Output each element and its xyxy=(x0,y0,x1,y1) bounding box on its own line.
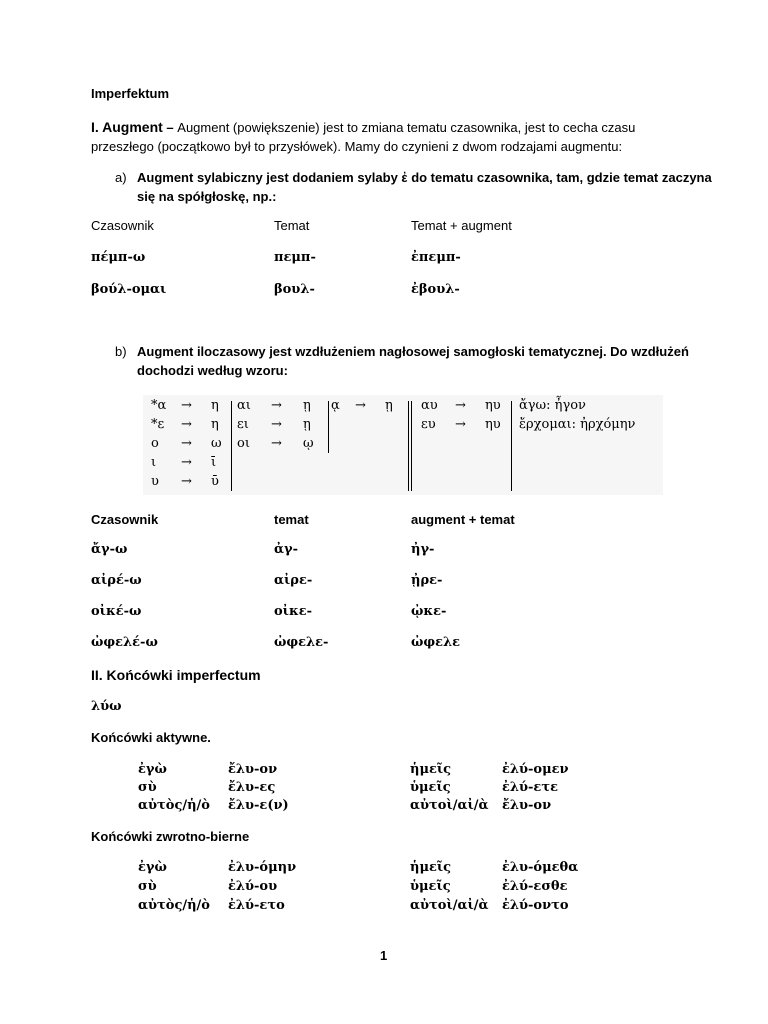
pattern-arrow: → xyxy=(181,398,192,413)
pattern-from: ι xyxy=(151,455,157,470)
item-a-line-2: się na spółgłoskę, np.: xyxy=(137,189,277,204)
table-row-cell: βουλ- xyxy=(274,282,315,297)
table-header-row-cell: Czasownik xyxy=(91,218,154,233)
pattern-to: η xyxy=(211,398,219,413)
paradigm-row-cell: ἔλυ-ες xyxy=(228,780,276,795)
list-marker-b: b) xyxy=(115,344,127,359)
item-b-line-2: dochodzi według wzoru: xyxy=(137,363,288,378)
list-item-b xyxy=(115,342,715,382)
table-row-cell: ᾠκε- xyxy=(411,604,447,619)
paradigm-row-cell: σὺ xyxy=(138,780,157,795)
section-1-dash: – xyxy=(162,120,178,135)
pattern-from: αυ xyxy=(421,398,438,413)
section-2-heading: II. Końcówki imperfectum xyxy=(91,667,261,683)
paradigm-row-cell: ἔλυ-ον xyxy=(228,762,278,777)
pattern-arrow: → xyxy=(271,417,282,432)
table-row xyxy=(0,250,768,268)
paradigm-row-cell: αὐτὸς/ἡ/ὸ xyxy=(138,798,210,813)
item-a-line-1: Augment sylabiczny jest dodaniem sylaby ἐ do tematu czasownika, tam, gdzie temat zaczyna xyxy=(137,170,712,185)
table-header-row xyxy=(0,512,768,530)
table-row-cell: αἰρε- xyxy=(274,573,313,588)
paradigm-row-cell: σὺ xyxy=(138,879,157,894)
pattern-from: *ε xyxy=(151,417,165,432)
pattern-example: ἄγω: ἦγον xyxy=(519,398,586,413)
pattern-arrow: → xyxy=(181,436,192,451)
pattern-to: ῃ xyxy=(303,417,311,432)
paradigm-row-cell: ἐγὼ xyxy=(138,762,167,777)
paradigm-row-cell: αὐτοὶ/αἰ/ὰ xyxy=(410,898,489,913)
table-row-cell: βούλ-ομαι xyxy=(91,282,167,297)
middle-passive-endings-title: Końcówki zwrotno-bierne xyxy=(91,829,250,844)
pattern-to: ῃ xyxy=(303,398,311,413)
paradigm-row-cell: ἔλυ-ε(ν) xyxy=(228,798,289,813)
lengthening-pattern-figure xyxy=(143,395,663,495)
paradigm-row-cell: ἐλύ-ετο xyxy=(228,898,285,913)
table-row-cell: ὠφελέ-ω xyxy=(91,635,158,650)
pattern-from: ο xyxy=(151,436,159,451)
paradigm-row xyxy=(0,879,768,897)
table-header-row-cell: temat xyxy=(274,512,309,527)
pattern-to: ῑ xyxy=(211,455,217,470)
page-number: 1 xyxy=(380,948,388,963)
pattern-arrow: → xyxy=(455,398,466,413)
table-row-cell: ὠφελε xyxy=(411,635,461,650)
paradigm-row-cell: αὐτοὶ/αἰ/ὰ xyxy=(410,798,489,813)
section-1-paragraph xyxy=(91,118,681,156)
list-marker-a: a) xyxy=(115,170,127,185)
paradigm-row-cell: ἐλύ-ετε xyxy=(502,780,558,795)
pattern-from: ᾳ xyxy=(331,398,340,413)
table-header-row-cell: Temat xyxy=(274,218,310,233)
table-row-cell: ἠγ- xyxy=(411,542,435,557)
table-row-cell: οἰκε- xyxy=(274,604,313,619)
paradigm-row-cell: ἐλύ-ου xyxy=(228,879,278,894)
paradigm-row-cell: ἐγὼ xyxy=(138,860,167,875)
pattern-arrow: → xyxy=(181,417,192,432)
paradigm-row xyxy=(0,780,768,798)
pattern-arrow: → xyxy=(355,398,366,413)
paradigm-row-cell: ἡμεῖς xyxy=(410,762,452,777)
list-item-a xyxy=(115,168,715,208)
pattern-to: ηυ xyxy=(485,398,501,413)
paradigm-row-cell: ἔλυ-ον xyxy=(502,798,552,813)
pattern-divider xyxy=(511,401,512,491)
paradigm-row-cell: ὑμεῖς xyxy=(410,780,451,795)
section-1-heading: I. Augment xyxy=(91,119,163,135)
paradigm-row-cell: ἐλύ-οντο xyxy=(502,898,569,913)
pattern-arrow: → xyxy=(455,417,466,432)
pattern-divider xyxy=(231,401,232,491)
pattern-divider xyxy=(411,401,412,491)
table-header-row-cell: Czasownik xyxy=(91,512,159,527)
pattern-to: ηυ xyxy=(485,417,501,432)
table-row-cell: αἰρέ-ω xyxy=(91,573,142,588)
pattern-from: ει xyxy=(237,417,249,432)
table-row-cell: ὠφελε- xyxy=(274,635,329,650)
paradigm-row-cell: ἐλύ-εσθε xyxy=(502,879,568,894)
pattern-arrow: → xyxy=(271,398,282,413)
table-row-cell: πέμπ-ω xyxy=(91,250,146,265)
table-row-cell: ἀγ- xyxy=(274,542,298,557)
table-row xyxy=(0,573,768,591)
pattern-divider xyxy=(328,401,329,453)
paradigm-row-cell: ἐλυ-όμεθα xyxy=(502,860,579,875)
pattern-from: ευ xyxy=(421,417,436,432)
table-row-cell: πεμπ- xyxy=(274,250,316,265)
pattern-to: ῃ xyxy=(385,398,393,413)
table-row-cell: οἰκέ-ω xyxy=(91,604,142,619)
table-row-cell: ἐβουλ- xyxy=(411,282,460,297)
paradigm-row-cell: ἐλυ-όμην xyxy=(228,860,297,875)
paradigm-row xyxy=(0,898,768,916)
table-row-cell: ᾐρε- xyxy=(411,573,443,588)
page-title: Imperfektum xyxy=(91,86,170,101)
paradigm-row xyxy=(0,798,768,816)
pattern-arrow: → xyxy=(181,474,192,489)
pattern-from: *α xyxy=(151,398,167,413)
table-header-row-cell: augment + temat xyxy=(411,512,515,527)
paradigm-row-cell: ὑμεῖς xyxy=(410,879,451,894)
paradigm-row-cell: ἐλύ-ομεν xyxy=(502,762,569,777)
pattern-from: υ xyxy=(151,474,159,489)
pattern-to: ω xyxy=(211,436,222,451)
item-b-line-1: Augment iloczasowy jest wzdłużeniem nagłosowej samogłoski tematycznej. Do wzdłużeń xyxy=(137,344,689,359)
table-row xyxy=(0,604,768,622)
section-1-body: Augment (powiększenie) jest to zmiana tematu czasownika, jest to cecha czasu przeszłego (początkowo był to przysłówek). Mamy do czynieni z dwom rodzajami augmentu: xyxy=(91,120,636,154)
paradigm-row-cell: ἡμεῖς xyxy=(410,860,452,875)
pattern-from: αι xyxy=(237,398,251,413)
paradigm-row xyxy=(0,762,768,780)
pattern-to: ῳ xyxy=(303,436,314,451)
table-row xyxy=(0,542,768,560)
table-row xyxy=(0,282,768,300)
table-header-row xyxy=(0,218,768,236)
paradigm-row xyxy=(0,860,768,878)
pattern-to: η xyxy=(211,417,219,432)
table-header-row-cell: Temat + augment xyxy=(411,218,512,233)
paradigm-verb: λύω xyxy=(91,699,122,714)
table-row xyxy=(0,635,768,653)
pattern-to: ῡ xyxy=(211,474,219,489)
pattern-arrow: → xyxy=(181,455,192,470)
pattern-example: ἔρχομαι: ἠρχόμην xyxy=(519,417,636,432)
pattern-divider xyxy=(408,401,409,491)
table-row-cell: ἐπεμπ- xyxy=(411,250,461,265)
table-row-cell: ἄγ-ω xyxy=(91,542,128,557)
active-endings-title: Końcówki aktywne. xyxy=(91,730,211,745)
pattern-from: οι xyxy=(237,436,250,451)
pattern-arrow: → xyxy=(271,436,282,451)
paradigm-row-cell: αὐτὸς/ἡ/ὸ xyxy=(138,898,210,913)
